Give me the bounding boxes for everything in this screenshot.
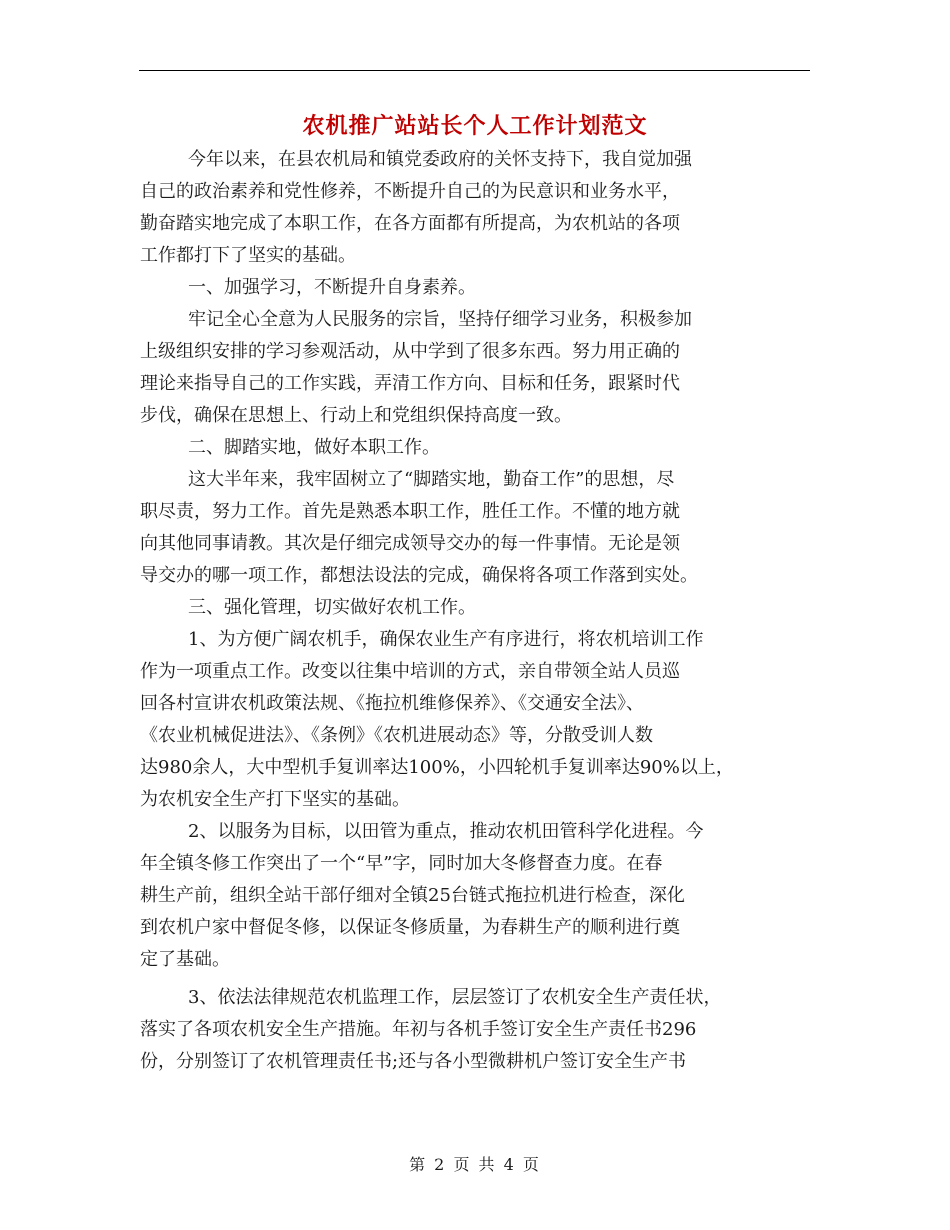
paragraph-line: 向其他同事请教。其次是仔细完成领导交办的每一件事情。无论是领 [140,533,680,554]
paragraph-line: 这大半年来，我牢固树立了“脚踏实地，勤奋工作”的思想，尽 [188,469,675,490]
paragraph-line: 达980余人，大中型机手复训率达100%，小四轮机手复训率达90%以上， [140,757,734,778]
paragraph-line: 年全镇冬修工作突出了一个“早”字，同时加大冬修督查力度。在春 [140,853,663,874]
paragraph-line: 工作都打下了坚实的基础。 [140,245,356,266]
section-heading-2: 二、脚踏实地，做好本职工作。 [188,437,440,458]
header-rule [139,70,810,71]
paragraph-line: 耕生产前，组织全站干部仔细对全镇25台链式拖拉机进行检查，深化 [140,885,685,906]
paragraph-line: 牢记全心全意为人民服务的宗旨，坚持仔细学习业务，积极参加 [188,309,692,330]
paragraph-line: 份，分别签订了农机管理责任书;还与各小型微耕机户签订安全生产书 [140,1051,687,1072]
paragraph-line: 步伐，确保在思想上、行动上和党组织保持高度一致。 [140,405,572,426]
paragraph-line: 理论来指导自己的工作实践，弄清工作方向、目标和任务，跟紧时代 [140,373,680,394]
paragraph-line: 导交办的哪一项工作，都想法设法的完成，确保将各项工作落到实处。 [140,565,698,586]
section-heading-1: 一、加强学习，不断提升自身素养。 [188,277,476,298]
paragraph-line: 职尽责，努力工作。首先是熟悉本职工作，胜任工作。不懂的地方就 [140,501,680,522]
paragraph-line: 《农业机械促进法》、《条例》《农机进展动态》等，分散受训人数 [140,725,653,746]
paragraph-line: 落实了各项农机安全生产措施。年初与各机手签订安全生产责任书296 [140,1019,697,1040]
document-body [140,144,830,1078]
page-number: 第 2 页 共 4 页 [409,1155,541,1174]
paragraph-line: 今年以来，在县农机局和镇党委政府的关怀支持下，我自觉加强 [188,149,692,170]
paragraph-line: 定了基础。 [140,949,230,970]
paragraph-line: 2、以服务为目标，以田管为重点，推动农机田管科学化进程。今 [188,821,704,842]
section-heading-3: 三、强化管理，切实做好农机工作。 [188,597,476,618]
paragraph-line: 回各村宣讲农机政策法规、《拖拉机维修保养》、《交通安全法》、 [140,693,644,714]
paragraph-line: 为农机安全生产打下坚实的基础。 [140,789,410,810]
paragraph-line: 1、为方便广阔农机手，确保农业生产有序进行，将农机培训工作 [188,629,704,650]
paragraph-line: 勤奋踏实地完成了本职工作，在各方面都有所提高，为农机站的各项 [140,213,680,234]
paragraph-line: 3、依法法律规范农机监理工作，层层签订了农机安全生产责任状， [188,987,722,1008]
paragraph-line: 自己的政治素养和党性修养，不断提升自己的为民意识和业务水平， [140,181,680,202]
paragraph-line: 作为一项重点工作。改变以往集中培训的方式，亲自带领全站人员巡 [140,661,680,682]
document-title: 农机推广站站长个人工作计划范文 [302,113,648,139]
paragraph-line: 到农机户家中督促冬修，以保证冬修质量，为春耕生产的顺利进行奠 [140,917,680,938]
paragraph-line: 上级组织安排的学习参观活动，从中学到了很多东西。努力用正确的 [140,341,680,362]
